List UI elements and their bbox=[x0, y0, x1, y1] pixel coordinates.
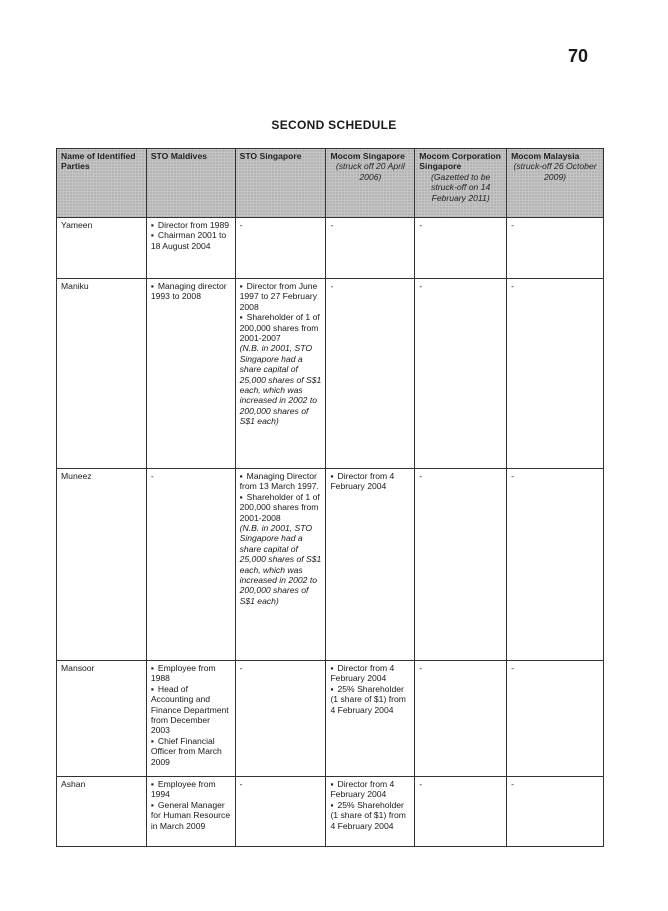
party-name: Yameen bbox=[61, 220, 93, 230]
empty-dash: - bbox=[239, 779, 243, 789]
role-entry: ▪ Managing Director from 13 March 1997. bbox=[240, 471, 322, 492]
empty-dash: - bbox=[419, 220, 423, 230]
empty-dash: - bbox=[511, 281, 514, 291]
header-mocom-malaysia bbox=[507, 149, 604, 218]
empty-dash: - bbox=[511, 779, 514, 789]
role-entry: ▪ Director from 4 February 2004 bbox=[330, 471, 410, 492]
table-row bbox=[57, 777, 604, 847]
role-entry: ▪ 25% Shareholder (1 share of $1) from 4 February 2004 bbox=[330, 800, 410, 831]
empty-dash: - bbox=[511, 220, 514, 230]
empty-dash: - bbox=[330, 220, 334, 230]
role-entry: ▪ Shareholder of 1 of 200,000 shares from 2001-2007 bbox=[240, 312, 322, 343]
role-entry: ▪ 25% Shareholder (1 share of $1) from 4 February 2004 bbox=[330, 684, 410, 715]
mocom-singapore-cell bbox=[326, 279, 415, 469]
party-name: Mansoor bbox=[61, 663, 95, 673]
mocom-singapore-cell bbox=[326, 777, 415, 847]
header-note: (Gazetted to be struck-off on 14 February 2011) bbox=[431, 171, 491, 203]
sto-maldives-cell bbox=[146, 469, 235, 661]
schedule-title: SECOND SCHEDULE bbox=[271, 118, 397, 132]
table-row bbox=[57, 661, 604, 777]
empty-dash: - bbox=[239, 663, 243, 673]
party-name-cell bbox=[57, 279, 147, 469]
mocom-corp-singapore-cell bbox=[415, 469, 507, 661]
mocom-corp-singapore-cell bbox=[415, 218, 507, 279]
empty-dash: - bbox=[419, 281, 423, 291]
sto-singapore-cell bbox=[235, 279, 326, 469]
header-label: Mocom Singapore bbox=[330, 151, 405, 161]
mocom-malaysia-cell bbox=[507, 279, 604, 469]
party-name-cell bbox=[57, 469, 147, 661]
sto-singapore-cell bbox=[235, 469, 326, 661]
empty-dash: - bbox=[511, 471, 514, 481]
mocom-malaysia-cell bbox=[507, 777, 604, 847]
sto-maldives-cell bbox=[146, 218, 235, 279]
header-sto-singapore bbox=[235, 149, 326, 218]
role-entry: ▪ Employee from 1994 bbox=[151, 779, 231, 800]
party-name: Muneez bbox=[61, 471, 92, 481]
mocom-malaysia-cell bbox=[507, 661, 604, 777]
table-row bbox=[57, 279, 604, 469]
mocom-malaysia-cell bbox=[507, 469, 604, 661]
sto-singapore-cell bbox=[235, 661, 326, 777]
mocom-corp-singapore-cell bbox=[415, 661, 507, 777]
header-label: Name of Identified Parties bbox=[61, 151, 136, 172]
sto-maldives-cell bbox=[146, 777, 235, 847]
party-name-cell bbox=[57, 661, 147, 777]
party-name: Maniku bbox=[61, 281, 89, 291]
empty-dash: - bbox=[419, 471, 423, 481]
mocom-corp-singapore-cell bbox=[415, 279, 507, 469]
role-entry: ▪ Employee from 1988 bbox=[151, 663, 231, 684]
empty-dash: - bbox=[150, 471, 154, 481]
role-entry: ▪ Chief Financial Officer from March 2009 bbox=[151, 736, 231, 767]
schedule-table bbox=[56, 148, 604, 847]
header-mocom-corporation-singapore bbox=[415, 149, 507, 218]
role-entry: ▪ Shareholder of 1 of 200,000 shares from 2001-2008 bbox=[240, 492, 322, 523]
mocom-singapore-cell bbox=[326, 469, 415, 661]
role-entry: ▪ Director from 4 February 2004 bbox=[330, 663, 410, 684]
header-note: (struck-off 26 October 2009) bbox=[513, 161, 597, 182]
empty-dash: - bbox=[419, 779, 423, 789]
header-name bbox=[57, 149, 147, 218]
role-entry: ▪ Director from 4 February 2004 bbox=[330, 779, 410, 800]
mocom-singapore-cell bbox=[326, 661, 415, 777]
empty-dash: - bbox=[330, 281, 334, 291]
sto-singapore-cell bbox=[235, 777, 326, 847]
table-row bbox=[57, 469, 604, 661]
share-capital-note: (N.B. in 2001, STO Singapore had a share capital of 25,000 shares of S$1 each, which was increased in 2002 to 200,000 shares of S$1 each) bbox=[239, 523, 322, 606]
header-label: Mocom Malaysia bbox=[511, 151, 580, 161]
sto-maldives-cell bbox=[146, 661, 235, 777]
share-capital-note: (N.B. in 2001, STO Singapore had a share capital of 25,000 shares of S$1 each, which was increased in 2002 to 200,000 shares of S$1 each) bbox=[239, 343, 322, 427]
role-entry: ▪ Director from June 1997 to 27 February 2008 bbox=[240, 281, 322, 312]
header-label: STO Singapore bbox=[239, 151, 302, 161]
header-note: (struck off 20 April 2006) bbox=[335, 161, 405, 182]
sto-maldives-cell bbox=[146, 279, 235, 469]
empty-dash: - bbox=[419, 663, 423, 673]
empty-dash: - bbox=[511, 663, 514, 673]
header-label: Mocom Corporation Singapore bbox=[419, 151, 501, 172]
header-mocom-singapore bbox=[326, 149, 415, 218]
schedule-body bbox=[57, 218, 604, 847]
party-name-cell bbox=[57, 218, 147, 279]
header-row bbox=[57, 149, 604, 218]
empty-dash: - bbox=[239, 220, 243, 230]
mocom-malaysia-cell bbox=[507, 218, 604, 279]
table-row bbox=[57, 218, 604, 279]
header-sto-maldives bbox=[146, 149, 235, 218]
role-entry: ▪ Chairman 2001 to 18 August 2004 bbox=[151, 230, 231, 251]
party-name-cell bbox=[57, 777, 147, 847]
role-entry: ▪ Managing director 1993 to 2008 bbox=[151, 281, 231, 302]
party-name: Ashan bbox=[61, 779, 86, 789]
mocom-singapore-cell bbox=[326, 218, 415, 279]
header-label: STO Maldives bbox=[150, 151, 208, 161]
sto-singapore-cell bbox=[235, 218, 326, 279]
role-entry: ▪ General Manager for Human Resource in March 2009 bbox=[151, 800, 231, 831]
page-number: 70 bbox=[568, 46, 589, 66]
mocom-corp-singapore-cell bbox=[415, 777, 507, 847]
role-entry: ▪ Head of Accounting and Finance Department from December 2003 bbox=[151, 684, 231, 736]
role-entry: ▪ Director from 1989 bbox=[151, 220, 231, 230]
